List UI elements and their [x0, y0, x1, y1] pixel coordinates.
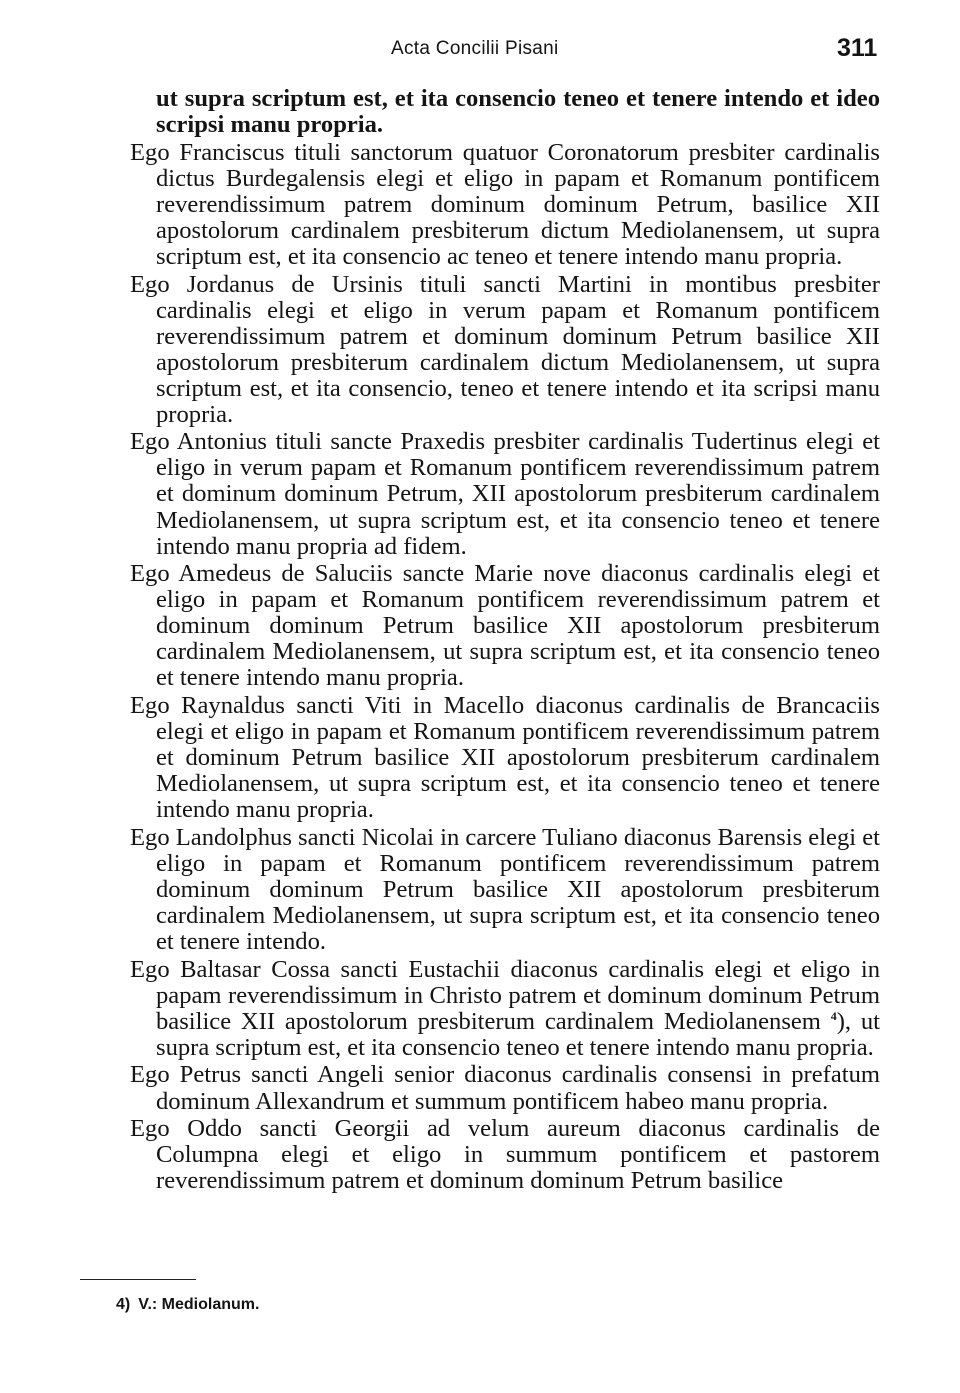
- page-header: [0, 34, 960, 68]
- page-number: 311: [837, 34, 878, 62]
- paragraph-amedeus: Ego Amedeus de Saluciis sancte Marie nove diaconus cardinalis elegi et eligo in papam et Romanum pontificem reverendissimum patrem et dominum dominum Petrum basilice XII apostolorum presbiterum cardinalem Mediolanensem, ut supra scriptum est, et ita consencio teneo et tenere intendo manu propria.: [130, 560, 880, 692]
- footnote: [116, 1296, 259, 1314]
- footnote-divider: [80, 1279, 196, 1280]
- running-title: Acta Concilii Pisani: [391, 38, 559, 59]
- paragraph-baltasar-text-after: ), ut supra scriptum est, et ita consencio teneo et tenere intendo manu propria.: [156, 1007, 880, 1061]
- paragraph-baltasar-text-before: Ego Baltasar Cossa sancti Eustachii diaconus cardinalis elegi et eligo in papam reverendissimum in Christo patrem et dominum dominum Petrum basilice XII apostolorum presbiterum cardinalem Mediolanensem: [130, 955, 880, 1035]
- paragraph-landolphus: Ego Landolphus sancti Nicolai in carcere Tuliano diaconus Barensis elegi et eligo in papam et Romanum pontificem reverendissimum patrem dominum dominum Petrum basilice XII apostolorum presbiterum cardinalem Mediolanensem, ut supra scriptum est, et ita consencio teneo et tenere intendo.: [130, 823, 880, 956]
- footnote-reference: 4: [830, 1008, 837, 1023]
- footnote-text: V.: Mediolanum.: [138, 1296, 260, 1313]
- paragraph-franciscus: Ego Franciscus tituli sanctorum quatuor Coronatorum presbiter cardinalis dictus Burdegalensis elegi et eligo in papam et Romanum pontificem reverendissimum patrem dominum dominum Petrum, basilice XII apostolorum cardinalem presbiterum dictum Mediolanensem, ut supra scriptum est, et ita consencio ac teneo et tenere intendo manu propria.: [130, 138, 880, 270]
- body-text: [130, 86, 880, 1196]
- paragraph-continuation: ut supra scriptum est, et ita consencio teneo et tenere intendo et ideo scripsi manu propria.: [156, 85, 880, 139]
- paragraph-jordanus: Ego Jordanus de Ursinis tituli sancti Martini in montibus presbiter cardinalis elegi et eligo in verum papam et Romanum pontificem reverendissimum patrem et dominum dominum Petrum basilice XII apostolorum presbiterum cardinalem dictum Mediolanensem, ut supra scriptum est, et ita consencio, teneo et tenere intendo et ita scripsi manu propria.: [130, 270, 880, 428]
- paragraph-oddo: Ego Oddo sancti Georgii ad velum aureum diaconus cardinalis de Columpna elegi et eligo in summum pontificem et pastorem reverendissimum patrem et dominum dominum Petrum basilice: [130, 1115, 880, 1195]
- paragraph-petrus: Ego Petrus sancti Angeli senior diaconus cardinalis consensi in prefatum dominum Allexandrum et summum pontificem habeo manu propria.: [130, 1061, 880, 1115]
- paragraph-antonius: Ego Antonius tituli sancte Praxedis presbiter cardinalis Tudertinus elegi et eligo in verum papam et Romanum pontificem reverendissimum patrem et dominum dominum Petrum, XII apostolorum presbiterum cardinalem Mediolanensem, ut supra scriptum est, et ita consencio teneo et tenere intendo manu propria ad fidem.: [130, 428, 880, 560]
- footnote-mark: 4): [116, 1296, 131, 1313]
- paragraph-raynaldus: Ego Raynaldus sancti Viti in Macello diaconus cardinalis de Brancaciis elegi et eligo in papam et Romanum pontificem reverendissimum patrem et dominum Petrum basilice XII apostolorum presbiterum cardinalem Mediolanensem, ut supra scriptum est, et ita consencio teneo et tenere intendo manu propria.: [130, 692, 880, 824]
- paragraph-baltasar: [130, 957, 880, 1061]
